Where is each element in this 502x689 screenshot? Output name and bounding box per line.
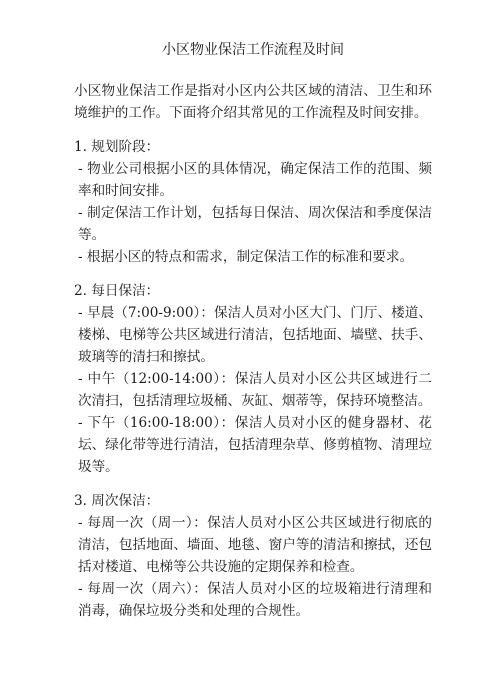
- document-title: 小区物业保洁工作流程及时间: [162, 42, 344, 58]
- section-daily: [74, 280, 432, 478]
- section-heading: 2. 每日保洁：: [74, 283, 160, 299]
- intro-paragraph: 小区物业保洁工作是指对小区内公共区域的清洁、卫生和环境维护的工作。下面将介绍其常见的工作流程及时间安排。: [74, 83, 432, 121]
- list-item: - 每周一次（周一）：保洁人员对小区公共区域进行彻底的清洁，包括地面、墙面、地毯、窗户等的清洁和擦拭，还包括对楼道、电梯等公共设施的定期保养和检查。: [78, 515, 432, 575]
- list-item: - 制定保洁工作计划，包括每日保洁、周次保洁和季度保洁等。: [78, 205, 432, 243]
- list-item: - 物业公司根据小区的具体情况，确定保洁工作的范围、频率和时间安排。: [78, 161, 432, 199]
- list-item: - 根据小区的特点和需求，制定保洁工作的标准和要求。: [78, 249, 414, 265]
- section-planning: [74, 136, 432, 268]
- section-heading: 3. 周次保洁：: [74, 493, 160, 509]
- section-heading: 1. 规划阶段：: [74, 139, 160, 155]
- list-item: - 下午（16:00-18:00）：保洁人员对小区的健身器材、花坛、绿化带等进行清洁，包括清理杂草、修剪植物、清理垃圾等。: [78, 415, 432, 475]
- list-item: - 早晨（7:00-9:00）：保洁人员对小区大门、门厅、楼道、楼梯、电梯等公共区域进行清洁，包括地面、墙壁、扶手、玻璃等的清扫和擦拭。: [78, 305, 432, 365]
- section-weekly: [74, 490, 432, 622]
- list-item: - 每周一次（周六）：保洁人员对小区的垃圾箱进行清理和消毒，确保垃圾分类和处理的合规性。: [78, 581, 432, 619]
- list-item: - 中午（12:00-14:00）：保洁人员对小区公共区域进行二次清扫，包括清理垃圾桶、灰缸、烟蒂等，保持环境整洁。: [78, 371, 432, 409]
- document-page: [0, 40, 502, 689]
